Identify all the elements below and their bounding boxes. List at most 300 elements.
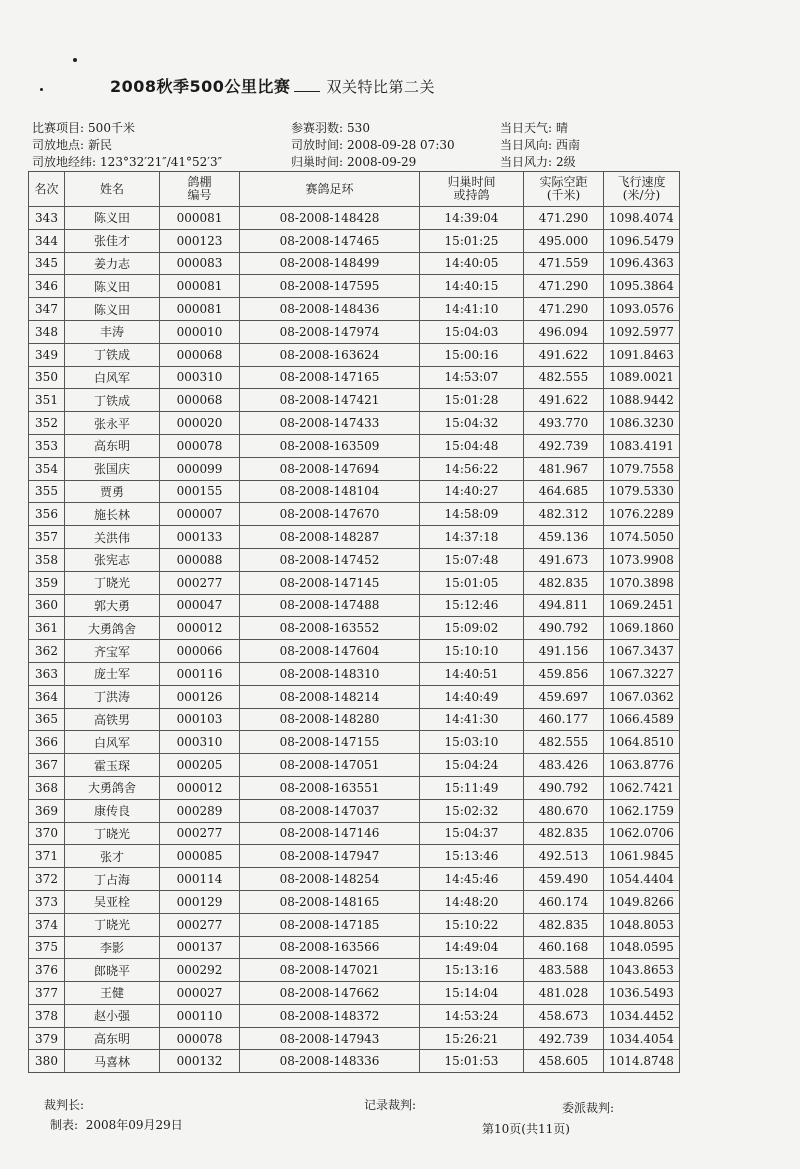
cell-rank: 351	[29, 389, 65, 412]
cell-speed: 1086.3230	[604, 412, 680, 435]
cell-speed: 1067.3227	[604, 662, 680, 685]
cell-ring: 08-2008-147185	[240, 913, 420, 936]
cell-speed: 1063.8776	[604, 754, 680, 777]
cell-loft: 000020	[160, 412, 240, 435]
cell-speed: 1062.1759	[604, 799, 680, 822]
cell-time: 15:09:02	[420, 617, 524, 640]
cell-loft: 000155	[160, 480, 240, 503]
table-row	[29, 343, 680, 366]
cell-distance: 491.673	[524, 548, 604, 571]
table-row	[29, 503, 680, 526]
cell-loft: 000277	[160, 822, 240, 845]
info-weather: 当日天气: 晴	[500, 121, 569, 135]
cell-time: 15:04:37	[420, 822, 524, 845]
cell-loft: 000277	[160, 571, 240, 594]
cell-name: 康传良	[65, 799, 160, 822]
cell-distance: 494.811	[524, 594, 604, 617]
cell-distance: 491.622	[524, 343, 604, 366]
cell-rank: 357	[29, 526, 65, 549]
results-table	[28, 171, 680, 1073]
table-row	[29, 320, 680, 343]
table-row	[29, 617, 680, 640]
cell-ring: 08-2008-147051	[240, 754, 420, 777]
cell-time: 14:40:05	[420, 252, 524, 275]
cell-ring: 08-2008-147021	[240, 959, 420, 982]
cell-time: 14:58:09	[420, 503, 524, 526]
cell-speed: 1095.3864	[604, 275, 680, 298]
table-row	[29, 959, 680, 982]
cell-ring: 08-2008-148499	[240, 252, 420, 275]
race-subtitle: 双关特比第二关	[326, 78, 435, 96]
cell-rank: 378	[29, 1004, 65, 1027]
cell-name: 贾勇	[65, 480, 160, 503]
cell-name: 高铁男	[65, 708, 160, 731]
cell-ring: 08-2008-163552	[240, 617, 420, 640]
cell-name: 丁占海	[65, 868, 160, 891]
cell-distance: 459.697	[524, 685, 604, 708]
table-row	[29, 890, 680, 913]
cell-time: 15:04:48	[420, 434, 524, 457]
cell-ring: 08-2008-147943	[240, 1027, 420, 1050]
cell-speed: 1089.0021	[604, 366, 680, 389]
cell-loft: 000078	[160, 1027, 240, 1050]
cell-name: 马喜林	[65, 1050, 160, 1073]
cell-ring: 08-2008-148104	[240, 480, 420, 503]
cell-time: 15:10:22	[420, 913, 524, 936]
cell-distance: 459.856	[524, 662, 604, 685]
cell-loft: 000116	[160, 662, 240, 685]
info-release: 司放时间: 2008-09-28 07:30	[291, 138, 455, 152]
cell-time: 15:04:03	[420, 320, 524, 343]
cell-speed: 1093.0576	[604, 298, 680, 321]
cell-loft: 000012	[160, 776, 240, 799]
race-title: 2008秋季500公里比赛	[110, 77, 291, 96]
cell-name: 关洪伟	[65, 526, 160, 549]
cell-time: 14:49:04	[420, 936, 524, 959]
cell-name: 姜力志	[65, 252, 160, 275]
cell-name: 丁晓光	[65, 571, 160, 594]
cell-time: 15:04:24	[420, 754, 524, 777]
cell-time: 14:56:22	[420, 457, 524, 480]
cell-speed: 1061.9845	[604, 845, 680, 868]
cell-time: 14:37:18	[420, 526, 524, 549]
header-ring: 赛鸽足环	[240, 172, 420, 207]
cell-distance: 482.835	[524, 571, 604, 594]
table-row	[29, 298, 680, 321]
cell-speed: 1070.3898	[604, 571, 680, 594]
cell-speed: 1067.3437	[604, 640, 680, 663]
table-row	[29, 366, 680, 389]
cell-ring: 08-2008-147604	[240, 640, 420, 663]
cell-ring: 08-2008-148214	[240, 685, 420, 708]
cell-loft: 000126	[160, 685, 240, 708]
cell-name: 丁铁成	[65, 343, 160, 366]
table-row	[29, 1027, 680, 1050]
cell-speed: 1034.4054	[604, 1027, 680, 1050]
cell-rank: 368	[29, 776, 65, 799]
cell-time: 15:01:28	[420, 389, 524, 412]
cell-ring: 08-2008-147037	[240, 799, 420, 822]
cell-time: 14:40:27	[420, 480, 524, 503]
cell-name: 庞士军	[65, 662, 160, 685]
cell-time: 14:41:30	[420, 708, 524, 731]
cell-name: 张佳才	[65, 229, 160, 252]
cell-speed: 1083.4191	[604, 434, 680, 457]
cell-rank: 352	[29, 412, 65, 435]
cell-name: 李影	[65, 936, 160, 959]
table-row	[29, 913, 680, 936]
cell-loft: 000114	[160, 868, 240, 891]
table-row	[29, 754, 680, 777]
cell-name: 丁晓光	[65, 913, 160, 936]
cell-time: 15:01:05	[420, 571, 524, 594]
cell-distance: 480.670	[524, 799, 604, 822]
cell-loft: 000137	[160, 936, 240, 959]
cell-distance: 496.094	[524, 320, 604, 343]
cell-distance: 471.559	[524, 252, 604, 275]
cell-loft: 000068	[160, 343, 240, 366]
cell-name: 丁晓光	[65, 822, 160, 845]
cell-speed: 1079.7558	[604, 457, 680, 480]
cell-loft: 000068	[160, 389, 240, 412]
cell-time: 14:45:46	[420, 868, 524, 891]
cell-distance: 490.792	[524, 776, 604, 799]
cell-distance: 482.835	[524, 822, 604, 845]
table-row	[29, 776, 680, 799]
cell-speed: 1076.2289	[604, 503, 680, 526]
cell-loft: 000277	[160, 913, 240, 936]
cell-time: 15:10:10	[420, 640, 524, 663]
cell-rank: 374	[29, 913, 65, 936]
cell-distance: 482.555	[524, 366, 604, 389]
cell-distance: 492.739	[524, 434, 604, 457]
header-loft: 鸽棚 编号	[160, 172, 240, 207]
cell-loft: 000081	[160, 207, 240, 230]
header-time: 归巢时间 或持鸽	[420, 172, 524, 207]
table-row	[29, 412, 680, 435]
cell-loft: 000078	[160, 434, 240, 457]
table-row	[29, 594, 680, 617]
page-title	[110, 74, 435, 97]
cell-name: 齐宝军	[65, 640, 160, 663]
cell-rank: 346	[29, 275, 65, 298]
info-return: 归巢时间: 2008-09-29	[291, 155, 417, 169]
cell-name: 丁洪涛	[65, 685, 160, 708]
cell-name: 白风军	[65, 366, 160, 389]
chief-judge-label: 裁判长:	[44, 1098, 85, 1112]
header-speed: 飞行速度 (米/分)	[604, 172, 680, 207]
cell-ring: 08-2008-163551	[240, 776, 420, 799]
cell-speed: 1043.8653	[604, 959, 680, 982]
cell-distance: 460.168	[524, 936, 604, 959]
cell-distance: 493.770	[524, 412, 604, 435]
cell-speed: 1014.8748	[604, 1050, 680, 1073]
cell-name: 霍玉琛	[65, 754, 160, 777]
cell-loft: 000007	[160, 503, 240, 526]
cell-rank: 354	[29, 457, 65, 480]
cell-name: 张永平	[65, 412, 160, 435]
cell-distance: 495.000	[524, 229, 604, 252]
header-distance: 实际空距 (千米)	[524, 172, 604, 207]
cell-loft: 000110	[160, 1004, 240, 1027]
cell-loft: 000083	[160, 252, 240, 275]
cell-speed: 1092.5977	[604, 320, 680, 343]
cell-rank: 380	[29, 1050, 65, 1073]
cell-time: 14:40:49	[420, 685, 524, 708]
cell-rank: 373	[29, 890, 65, 913]
cell-rank: 367	[29, 754, 65, 777]
cell-name: 白风军	[65, 731, 160, 754]
cell-rank: 365	[29, 708, 65, 731]
title-underline	[294, 79, 320, 92]
cell-time: 14:53:24	[420, 1004, 524, 1027]
cell-speed: 1054.4404	[604, 868, 680, 891]
table-header	[29, 172, 680, 207]
cell-distance: 482.312	[524, 503, 604, 526]
cell-loft: 000123	[160, 229, 240, 252]
recorder-label: 记录裁判:	[364, 1098, 417, 1112]
cell-name: 大勇鸽舍	[65, 617, 160, 640]
cell-time: 15:01:25	[420, 229, 524, 252]
header-name: 姓名	[65, 172, 160, 207]
cell-distance: 492.739	[524, 1027, 604, 1050]
table-row	[29, 526, 680, 549]
cell-name: 郭大勇	[65, 594, 160, 617]
cell-loft: 000103	[160, 708, 240, 731]
cell-ring: 08-2008-148428	[240, 207, 420, 230]
cell-time: 15:26:21	[420, 1027, 524, 1050]
cell-rank: 379	[29, 1027, 65, 1050]
cell-time: 15:03:10	[420, 731, 524, 754]
cell-ring: 08-2008-163624	[240, 343, 420, 366]
cell-distance: 491.622	[524, 389, 604, 412]
cell-time: 15:14:04	[420, 982, 524, 1005]
cell-rank: 377	[29, 982, 65, 1005]
cell-distance: 458.605	[524, 1050, 604, 1073]
info-place: 司放地点: 新民	[32, 138, 113, 152]
cell-speed: 1062.7421	[604, 776, 680, 799]
cell-distance: 482.555	[524, 731, 604, 754]
cell-loft: 000066	[160, 640, 240, 663]
table-body	[29, 207, 680, 1073]
scan-speck	[40, 88, 43, 91]
cell-rank: 343	[29, 207, 65, 230]
table-row	[29, 868, 680, 891]
cell-time: 15:04:32	[420, 412, 524, 435]
cell-distance: 459.136	[524, 526, 604, 549]
cell-loft: 000081	[160, 298, 240, 321]
cell-rank: 356	[29, 503, 65, 526]
table-row	[29, 480, 680, 503]
cell-rank: 366	[29, 731, 65, 754]
cell-loft: 000047	[160, 594, 240, 617]
cell-ring: 08-2008-147452	[240, 548, 420, 571]
cell-distance: 460.174	[524, 890, 604, 913]
cell-ring: 08-2008-163509	[240, 434, 420, 457]
cell-rank: 344	[29, 229, 65, 252]
cell-rank: 347	[29, 298, 65, 321]
cell-ring: 08-2008-148310	[240, 662, 420, 685]
table-row	[29, 229, 680, 252]
cell-rank: 359	[29, 571, 65, 594]
cell-ring: 08-2008-147421	[240, 389, 420, 412]
cell-name: 张宪志	[65, 548, 160, 571]
cell-speed: 1069.2451	[604, 594, 680, 617]
cell-name: 陈义田	[65, 298, 160, 321]
cell-ring: 08-2008-148280	[240, 708, 420, 731]
cell-loft: 000085	[160, 845, 240, 868]
cell-distance: 483.588	[524, 959, 604, 982]
table-row	[29, 571, 680, 594]
cell-rank: 376	[29, 959, 65, 982]
cell-ring: 08-2008-148254	[240, 868, 420, 891]
cell-distance: 460.177	[524, 708, 604, 731]
cell-name: 丰涛	[65, 320, 160, 343]
cell-loft: 000205	[160, 754, 240, 777]
cell-time: 14:48:20	[420, 890, 524, 913]
cell-rank: 349	[29, 343, 65, 366]
cell-name: 陈义田	[65, 207, 160, 230]
table-row	[29, 1004, 680, 1027]
cell-speed: 1096.5479	[604, 229, 680, 252]
cell-name: 大勇鸽舍	[65, 776, 160, 799]
cell-name: 张才	[65, 845, 160, 868]
cell-speed: 1098.4074	[604, 207, 680, 230]
table-row	[29, 662, 680, 685]
header-rank: 名次	[29, 172, 65, 207]
cell-loft: 000129	[160, 890, 240, 913]
info-wind-direction: 当日风向: 西南	[500, 138, 581, 152]
cell-speed: 1088.9442	[604, 389, 680, 412]
cell-name: 赵小强	[65, 1004, 160, 1027]
cell-rank: 364	[29, 685, 65, 708]
cell-time: 14:39:04	[420, 207, 524, 230]
cell-name: 陈义田	[65, 275, 160, 298]
cell-rank: 370	[29, 822, 65, 845]
table-row	[29, 982, 680, 1005]
cell-speed: 1091.8463	[604, 343, 680, 366]
page-number: 第10页(共11页)	[482, 1122, 570, 1136]
table-row	[29, 252, 680, 275]
cell-distance: 458.673	[524, 1004, 604, 1027]
cell-speed: 1048.8053	[604, 913, 680, 936]
cell-name: 王健	[65, 982, 160, 1005]
cell-name: 高东明	[65, 434, 160, 457]
cell-rank: 348	[29, 320, 65, 343]
cell-ring: 08-2008-147662	[240, 982, 420, 1005]
cell-time: 15:12:46	[420, 594, 524, 617]
info-count: 参赛羽数: 530	[291, 121, 370, 135]
cell-time: 15:00:16	[420, 343, 524, 366]
cell-ring: 08-2008-147974	[240, 320, 420, 343]
cell-rank: 362	[29, 640, 65, 663]
cell-speed: 1062.0706	[604, 822, 680, 845]
cell-rank: 372	[29, 868, 65, 891]
cell-rank: 369	[29, 799, 65, 822]
cell-ring: 08-2008-147694	[240, 457, 420, 480]
cell-distance: 459.490	[524, 868, 604, 891]
table-row	[29, 548, 680, 571]
table-row	[29, 207, 680, 230]
cell-distance: 481.028	[524, 982, 604, 1005]
cell-rank: 375	[29, 936, 65, 959]
cell-rank: 345	[29, 252, 65, 275]
cell-ring: 08-2008-147155	[240, 731, 420, 754]
cell-name: 张国庆	[65, 457, 160, 480]
cell-loft: 000088	[160, 548, 240, 571]
table-row	[29, 845, 680, 868]
info-coordinates: 司放地经纬: 123°32′21″/41°52′3″	[32, 155, 223, 169]
cell-time: 14:53:07	[420, 366, 524, 389]
cell-ring: 08-2008-148165	[240, 890, 420, 913]
cell-loft: 000310	[160, 731, 240, 754]
cell-time: 14:40:51	[420, 662, 524, 685]
cell-distance: 491.156	[524, 640, 604, 663]
cell-loft: 000027	[160, 982, 240, 1005]
table-row	[29, 389, 680, 412]
cell-time: 15:02:32	[420, 799, 524, 822]
cell-rank: 360	[29, 594, 65, 617]
cell-loft: 000133	[160, 526, 240, 549]
cell-speed: 1067.0362	[604, 685, 680, 708]
table-row	[29, 936, 680, 959]
info-wind-force: 当日风力: 2级	[500, 155, 576, 169]
table-row	[29, 640, 680, 663]
cell-distance: 464.685	[524, 480, 604, 503]
info-item: 比赛项目: 500千米	[32, 121, 135, 135]
cell-ring: 08-2008-147165	[240, 366, 420, 389]
cell-rank: 371	[29, 845, 65, 868]
cell-rank: 358	[29, 548, 65, 571]
cell-name: 郎晓平	[65, 959, 160, 982]
cell-ring: 08-2008-148336	[240, 1050, 420, 1073]
cell-speed: 1096.4363	[604, 252, 680, 275]
table-row	[29, 799, 680, 822]
cell-speed: 1073.9908	[604, 548, 680, 571]
cell-ring: 08-2008-147670	[240, 503, 420, 526]
cell-ring: 08-2008-147465	[240, 229, 420, 252]
cell-time: 15:01:53	[420, 1050, 524, 1073]
cell-time: 14:40:15	[420, 275, 524, 298]
cell-loft: 000081	[160, 275, 240, 298]
header-row	[29, 172, 680, 207]
cell-ring: 08-2008-148372	[240, 1004, 420, 1027]
cell-name: 施长林	[65, 503, 160, 526]
table-row	[29, 457, 680, 480]
cell-speed: 1074.5050	[604, 526, 680, 549]
table-row	[29, 1050, 680, 1073]
cell-time: 15:11:49	[420, 776, 524, 799]
cell-loft: 000099	[160, 457, 240, 480]
cell-rank: 363	[29, 662, 65, 685]
cell-speed: 1079.5330	[604, 480, 680, 503]
cell-loft: 000310	[160, 366, 240, 389]
cell-ring: 08-2008-147595	[240, 275, 420, 298]
cell-loft: 000012	[160, 617, 240, 640]
cell-distance: 471.290	[524, 298, 604, 321]
cell-ring: 08-2008-147947	[240, 845, 420, 868]
cell-name: 吴亚栓	[65, 890, 160, 913]
table-row	[29, 731, 680, 754]
cell-distance: 490.792	[524, 617, 604, 640]
scan-speck	[73, 58, 77, 62]
table-row	[29, 822, 680, 845]
cell-ring: 08-2008-147433	[240, 412, 420, 435]
cell-name: 丁铁成	[65, 389, 160, 412]
cell-distance: 481.967	[524, 457, 604, 480]
cell-speed: 1034.4452	[604, 1004, 680, 1027]
cell-ring: 08-2008-148287	[240, 526, 420, 549]
